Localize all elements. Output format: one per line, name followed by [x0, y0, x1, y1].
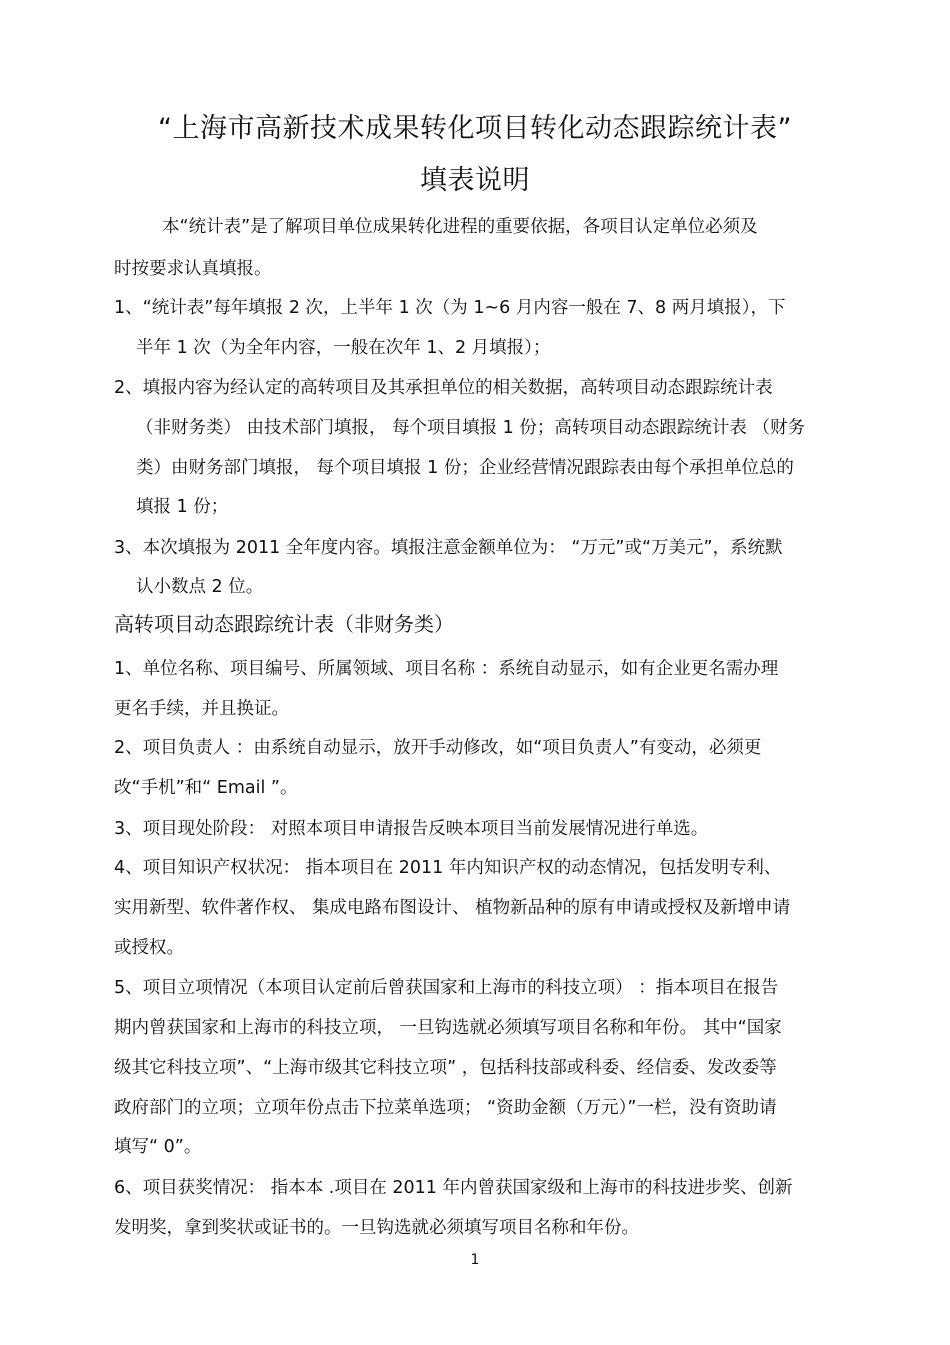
section-line: 填写“ 0”。 — [114, 1137, 202, 1157]
section-line: 或授权。 — [114, 938, 184, 958]
document-title: “上海市高新技术成果转化项目转化动态跟踪统计表” — [158, 113, 792, 144]
document-subtitle: 填表说明 — [420, 165, 530, 196]
section-line: 期内曾获国家和上海市的科技立项， 一旦钩选就必须填写项目名称和年份。 其中“国家 — [114, 1018, 782, 1038]
rule-line: 2、填报内容为经认定的高转项目及其承担单位的相关数据，高转项目动态跟踪统计表 — [114, 378, 773, 398]
rule-line: 半年 1 次（为全年内容，一般在次年 1、2 月填报）； — [136, 338, 551, 358]
section-line: 5、项目立项情况（本项目认定前后曾获国家和上海市的科技立项） ：指本项目在报告 — [114, 978, 779, 998]
rule-line: （非财务类） 由技术部门填报， 每个项目填报 1 份；高转项目动态跟踪统计表 （财务 — [136, 418, 805, 438]
section-line: 4、项目知识产权状况： 指本项目在 2011 年内知识产权的动态情况，包括发明专利、 — [114, 858, 782, 878]
section-line: 政府部门的立项；立项年份点击下拉菜单选项； “资助金额（万元）”一栏，没有资助请 — [114, 1098, 777, 1118]
section-line: 更名手续，并且换证。 — [114, 699, 289, 719]
section-line: 实用新型、软件著作权、 集成电路布图设计、 植物新品种的原有申请或授权及新增申请 — [114, 898, 791, 918]
intro-line: 时按要求认真填报。 — [114, 259, 272, 279]
rule-line: 3、本次填报为 2011 全年度内容。填报注意金额单位为： “万元”或“万美元”，系统默 — [114, 538, 783, 558]
section-line: 1、单位名称、项目编号、所属领域、项目名称 ：系统自动显示，如有企业更名需办理 — [114, 659, 779, 679]
section-line: 6、项目获奖情况： 指本本 .项目在 2011 年内曾获国家级和上海市的科技进步奖、创新 — [114, 1178, 793, 1198]
rule-line: 1、“统计表”每年填报 2 次，上半年 1 次（为 1~6 月内容一般在 7、8 两月填报），下 — [114, 298, 786, 318]
rule-line: 填报 1 份； — [136, 497, 229, 517]
rule-line: 认小数点 2 位。 — [136, 577, 264, 597]
section-heading: 高转项目动态跟踪统计表（非财务类） — [114, 612, 454, 636]
section-line: 改“手机”和“ Email ”。 — [114, 778, 298, 798]
section-line: 级其它科技立项”、“上海市级其它科技立项” ，包括科技部或科委、经信委、发改委等 — [114, 1058, 777, 1078]
page-number: 1 — [470, 1252, 480, 1268]
intro-line: 本“统计表”是了解项目单位成果转化进程的重要依据，各项目认定单位必须及 — [162, 217, 758, 237]
section-line: 2、项目负责人 ：由系统自动显示，放开手动修改，如“项目负责人”有变动，必须更 — [114, 738, 762, 758]
rule-line: 类）由财务部门填报， 每个项目填报 1 份；企业经营情况跟踪表由每个承担单位总的 — [136, 458, 794, 478]
section-line: 发明奖，拿到奖状或证书的。一旦钩选就必须填写项目名称和年份。 — [114, 1218, 639, 1238]
section-line: 3、项目现处阶段： 对照本项目申请报告反映本项目当前发展情况进行单选。 — [114, 819, 709, 839]
